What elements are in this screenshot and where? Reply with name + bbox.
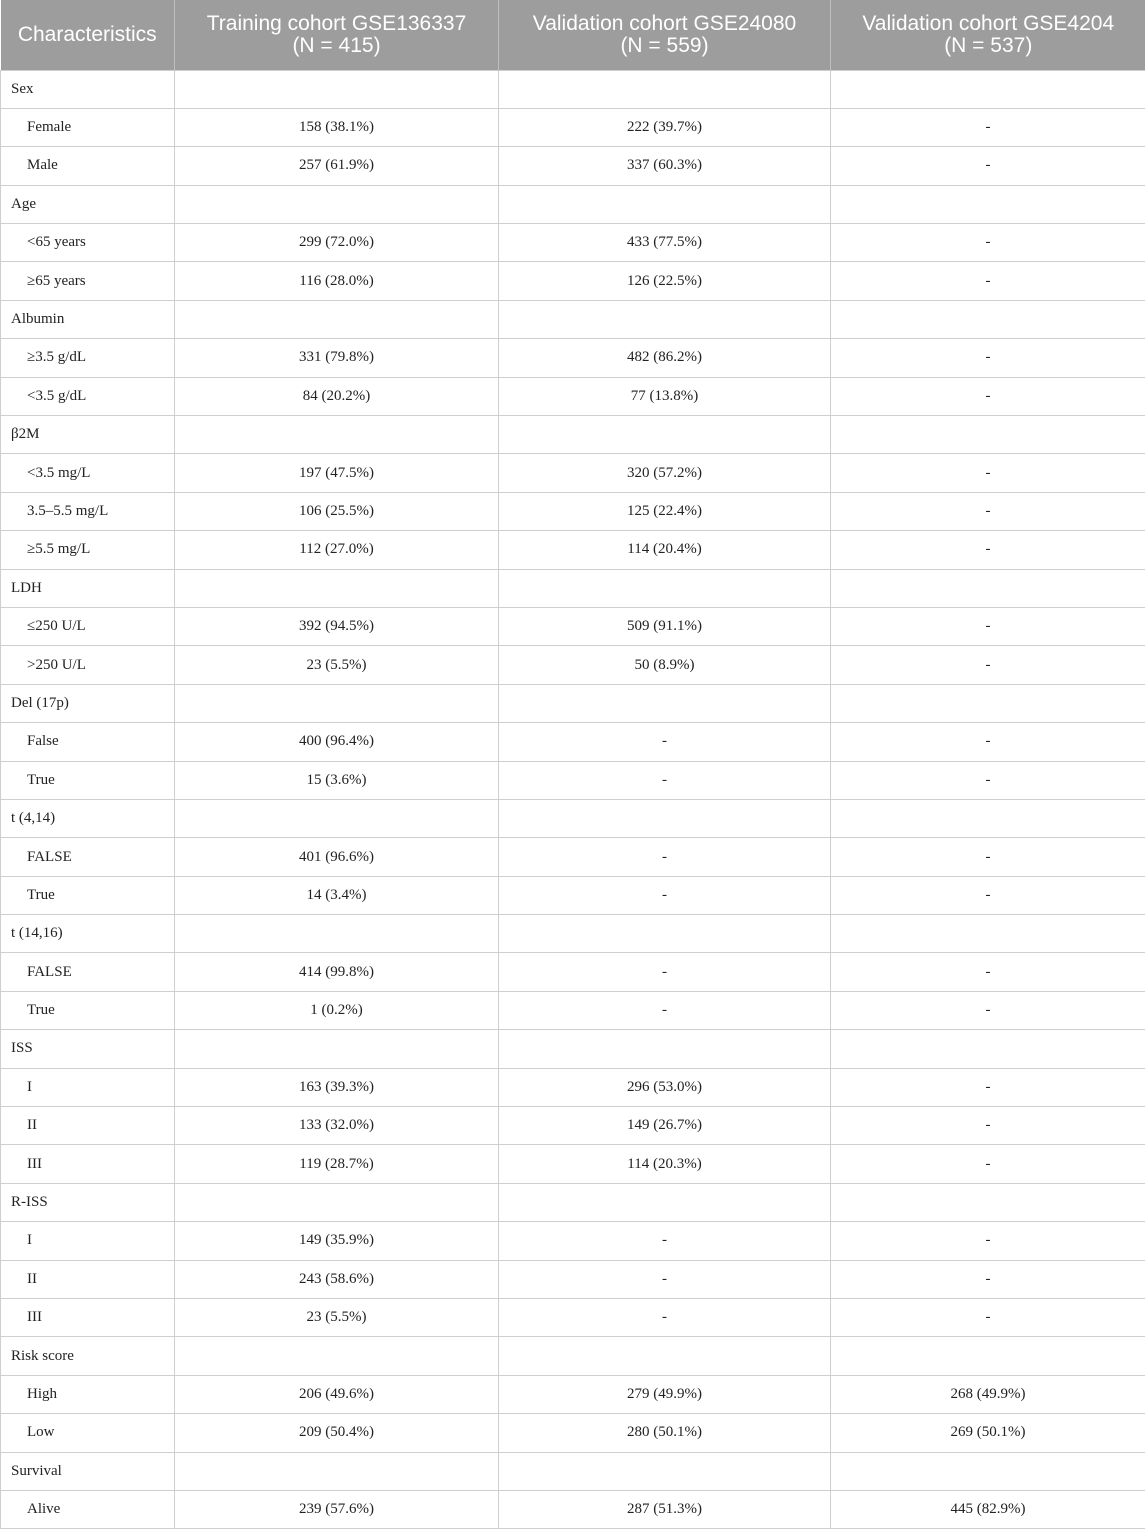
table-row [1,607,1145,645]
validation-gse24080-value: - [499,761,831,799]
table-row [1,723,1145,761]
row-label: <3.5 mg/L [1,454,175,492]
validation-gse4204-value: - [831,953,1145,991]
table-header [1,0,1145,70]
training-cohort-value: 206 (49.6%) [175,1375,499,1413]
validation-gse4204-value: 268 (49.9%) [831,1375,1145,1413]
validation-gse24080-value [499,569,831,607]
validation-gse4204-value [831,70,1145,108]
validation-gse4204-value: - [831,838,1145,876]
validation-gse24080-value [499,684,831,722]
training-cohort-value [175,1337,499,1375]
header-row [1,0,1145,70]
validation-gse4204-value: - [831,761,1145,799]
table-group-row [1,915,1145,953]
header-gse4204-n: (N = 537) [944,33,1033,57]
table-row [1,1222,1145,1260]
table-group-row [1,1030,1145,1068]
row-label: III [1,1299,175,1337]
validation-gse24080-value: 287 (51.3%) [499,1490,831,1528]
row-label: Del (17p) [1,684,175,722]
validation-gse24080-value: - [499,1299,831,1337]
validation-gse4204-value: - [831,723,1145,761]
validation-gse4204-value: - [831,262,1145,300]
training-cohort-value: 400 (96.4%) [175,723,499,761]
validation-gse4204-value [831,1452,1145,1490]
validation-gse4204-value: - [831,147,1145,185]
row-label: FALSE [1,838,175,876]
training-cohort-value: 23 (5.5%) [175,1299,499,1337]
table-row [1,1490,1145,1528]
row-label: III [1,1145,175,1183]
validation-gse24080-value: 126 (22.5%) [499,262,831,300]
training-cohort-value: 401 (96.6%) [175,838,499,876]
training-cohort-value [175,1452,499,1490]
training-cohort-value [175,915,499,953]
table-body [1,70,1145,1529]
table-group-row [1,300,1145,338]
validation-gse4204-value: - [831,646,1145,684]
validation-gse24080-value: 433 (77.5%) [499,224,831,262]
validation-gse24080-value: 296 (53.0%) [499,1068,831,1106]
table-row [1,761,1145,799]
validation-gse4204-value: - [831,1107,1145,1145]
validation-gse24080-value: 77 (13.8%) [499,377,831,415]
header-validation-cohort-gse24080 [499,0,831,70]
header-gse24080-n: (N = 559) [620,33,709,57]
training-cohort-value: 243 (58.6%) [175,1260,499,1298]
validation-gse24080-value: 320 (57.2%) [499,454,831,492]
training-cohort-value [175,70,499,108]
validation-gse4204-value [831,185,1145,223]
validation-gse24080-value: - [499,991,831,1029]
validation-gse24080-value: 222 (39.7%) [499,108,831,146]
validation-gse4204-value [831,915,1145,953]
validation-gse4204-value: - [831,991,1145,1029]
training-cohort-value: 239 (57.6%) [175,1490,499,1528]
row-label: t (14,16) [1,915,175,953]
validation-gse24080-value [499,1183,831,1221]
validation-gse4204-value: - [831,1068,1145,1106]
table-group-row [1,185,1145,223]
table-row [1,1299,1145,1337]
table-group-row [1,70,1145,108]
row-label: Low [1,1414,175,1452]
validation-gse4204-value: - [831,1260,1145,1298]
header-training-cohort-title: Training cohort GSE136337 [206,11,467,35]
validation-gse4204-value [831,1337,1145,1375]
row-label: Sex [1,70,175,108]
training-cohort-value: 149 (35.9%) [175,1222,499,1260]
training-cohort-value [175,569,499,607]
table-row [1,876,1145,914]
validation-gse24080-value: 280 (50.1%) [499,1414,831,1452]
row-label: Risk score [1,1337,175,1375]
row-label: ≤250 U/L [1,607,175,645]
training-cohort-value: 112 (27.0%) [175,531,499,569]
training-cohort-value: 299 (72.0%) [175,224,499,262]
training-cohort-value: 158 (38.1%) [175,108,499,146]
validation-gse4204-value [831,300,1145,338]
table-row [1,1414,1145,1452]
validation-gse4204-value: - [831,224,1145,262]
training-cohort-value: 209 (50.4%) [175,1414,499,1452]
header-gse4204-title: Validation cohort GSE4204 [862,11,1115,35]
validation-gse24080-value: - [499,1222,831,1260]
training-cohort-value [175,1183,499,1221]
table-row [1,262,1145,300]
row-label: Female [1,108,175,146]
validation-gse24080-value: 125 (22.4%) [499,492,831,530]
validation-gse4204-value: 445 (82.9%) [831,1490,1145,1528]
validation-gse24080-value: - [499,1260,831,1298]
row-label: True [1,761,175,799]
table-row [1,147,1145,185]
row-label: FALSE [1,953,175,991]
row-label: >250 U/L [1,646,175,684]
validation-gse4204-value [831,1030,1145,1068]
validation-gse24080-value [499,70,831,108]
table-row [1,1145,1145,1183]
row-label: Survival [1,1452,175,1490]
validation-gse24080-value: 482 (86.2%) [499,339,831,377]
training-cohort-value: 15 (3.6%) [175,761,499,799]
table-row [1,377,1145,415]
row-label: LDH [1,569,175,607]
header-characteristics-label: Characteristics [17,22,157,46]
header-training-cohort-n: (N = 415) [292,33,381,57]
training-cohort-value [175,300,499,338]
validation-gse24080-value: 50 (8.9%) [499,646,831,684]
validation-gse4204-value: - [831,1222,1145,1260]
validation-gse24080-value: - [499,876,831,914]
validation-gse24080-value: - [499,838,831,876]
training-cohort-value: 163 (39.3%) [175,1068,499,1106]
validation-gse4204-value [831,416,1145,454]
training-cohort-value: 257 (61.9%) [175,147,499,185]
validation-gse24080-value: 114 (20.3%) [499,1145,831,1183]
table-row [1,224,1145,262]
table-row [1,492,1145,530]
training-cohort-value: 133 (32.0%) [175,1107,499,1145]
validation-gse24080-value [499,915,831,953]
header-training-cohort [175,0,499,70]
validation-gse4204-value: - [831,108,1145,146]
row-label: ISS [1,1030,175,1068]
validation-gse4204-value: 269 (50.1%) [831,1414,1145,1452]
table-row [1,953,1145,991]
row-label: True [1,991,175,1029]
training-cohort-value: 331 (79.8%) [175,339,499,377]
row-label: t (4,14) [1,799,175,837]
training-cohort-value: 106 (25.5%) [175,492,499,530]
training-cohort-value: 197 (47.5%) [175,454,499,492]
row-label: I [1,1068,175,1106]
table-group-row [1,1337,1145,1375]
training-cohort-value: 414 (99.8%) [175,953,499,991]
header-validation-cohort-gse4204 [831,0,1145,70]
validation-gse24080-value [499,1337,831,1375]
training-cohort-value [175,416,499,454]
table-group-row [1,416,1145,454]
row-label: False [1,723,175,761]
training-cohort-value: 119 (28.7%) [175,1145,499,1183]
row-label: ≥3.5 g/dL [1,339,175,377]
validation-gse24080-value [499,416,831,454]
training-cohort-value: 1 (0.2%) [175,991,499,1029]
training-cohort-value [175,185,499,223]
validation-gse24080-value: - [499,723,831,761]
validation-gse24080-value: 337 (60.3%) [499,147,831,185]
table-row [1,531,1145,569]
header-gse24080-title: Validation cohort GSE24080 [532,11,797,35]
table-row [1,1375,1145,1413]
row-label: <3.5 g/dL [1,377,175,415]
row-label: Albumin [1,300,175,338]
table-group-row [1,1452,1145,1490]
table-row [1,454,1145,492]
table-row [1,646,1145,684]
validation-gse24080-value [499,300,831,338]
validation-gse24080-value: 509 (91.1%) [499,607,831,645]
row-label: ≥65 years [1,262,175,300]
table-row [1,991,1145,1029]
validation-gse4204-value [831,799,1145,837]
row-label: Age [1,185,175,223]
row-label: β2M [1,416,175,454]
validation-gse24080-value [499,1030,831,1068]
training-cohort-value [175,684,499,722]
validation-gse24080-value: 149 (26.7%) [499,1107,831,1145]
validation-gse4204-value: - [831,377,1145,415]
validation-gse4204-value: - [831,492,1145,530]
training-cohort-value: 14 (3.4%) [175,876,499,914]
validation-gse4204-value [831,569,1145,607]
validation-gse24080-value: 114 (20.4%) [499,531,831,569]
row-label: 3.5–5.5 mg/L [1,492,175,530]
training-cohort-value: 392 (94.5%) [175,607,499,645]
row-label: <65 years [1,224,175,262]
table-group-row [1,569,1145,607]
validation-gse24080-value [499,799,831,837]
table-row [1,108,1145,146]
row-label: True [1,876,175,914]
row-label: I [1,1222,175,1260]
validation-gse4204-value: - [831,607,1145,645]
training-cohort-value: 23 (5.5%) [175,646,499,684]
validation-gse4204-value: - [831,339,1145,377]
training-cohort-value: 84 (20.2%) [175,377,499,415]
table-group-row [1,799,1145,837]
validation-gse24080-value: 279 (49.9%) [499,1375,831,1413]
table-row [1,339,1145,377]
row-label: R-ISS [1,1183,175,1221]
table-group-row [1,684,1145,722]
table-row [1,1260,1145,1298]
validation-gse4204-value: - [831,1145,1145,1183]
header-characteristics [1,0,175,70]
table-row [1,1068,1145,1106]
training-cohort-value [175,1030,499,1068]
validation-gse4204-value: - [831,531,1145,569]
row-label: High [1,1375,175,1413]
validation-gse4204-value [831,1183,1145,1221]
training-cohort-value: 116 (28.0%) [175,262,499,300]
table-group-row [1,1183,1145,1221]
table-row [1,838,1145,876]
row-label: ≥5.5 mg/L [1,531,175,569]
validation-gse4204-value [831,684,1145,722]
row-label: Alive [1,1490,175,1528]
table-row [1,1107,1145,1145]
row-label: II [1,1107,175,1145]
validation-gse4204-value: - [831,454,1145,492]
validation-gse4204-value: - [831,1299,1145,1337]
validation-gse24080-value [499,185,831,223]
row-label: II [1,1260,175,1298]
validation-gse24080-value: - [499,953,831,991]
validation-gse4204-value: - [831,876,1145,914]
training-cohort-value [175,799,499,837]
validation-gse24080-value [499,1452,831,1490]
row-label: Male [1,147,175,185]
